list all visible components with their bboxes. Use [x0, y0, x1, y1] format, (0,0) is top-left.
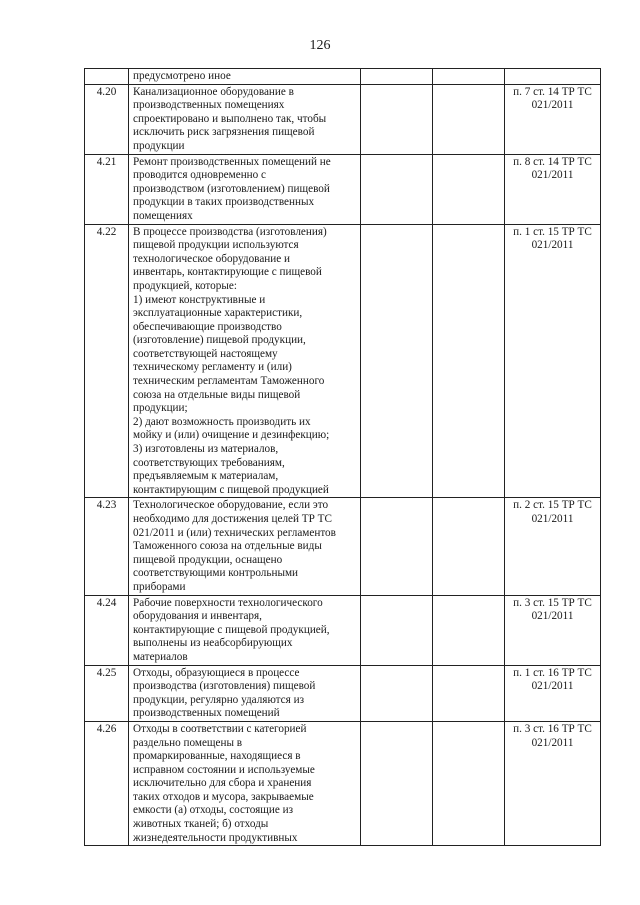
requirement-line: производственных помещений — [133, 707, 280, 720]
requirement-line: выполнены из неабсорбирующих — [133, 637, 293, 650]
requirement-line: предъявляемым к материалам, — [133, 470, 279, 483]
reference-line: п. 1 ст. 16 ТР ТС — [513, 666, 592, 679]
reference-line: 021/2011 — [531, 680, 574, 693]
requirement-line: 2) дают возможность производить их — [133, 415, 311, 428]
reference-line: 021/2011 — [531, 736, 574, 749]
reference-line: п. 2 ст. 15 ТР ТС — [513, 499, 592, 512]
requirement-line: Таможенного союза на отдельные виды — [133, 540, 322, 553]
requirement-text — [129, 224, 361, 498]
requirement-line: Отходы в соответствии с категорией — [133, 722, 307, 735]
answer-cell-yes — [361, 69, 433, 85]
reference-line: п. 1 ст. 15 ТР ТС — [513, 225, 592, 238]
table-row — [85, 665, 601, 721]
table-row — [85, 224, 601, 498]
requirement-line: контактирующим с пищевой продукцией — [133, 483, 329, 496]
requirement-line: производством (изготовлением) пищевой — [133, 182, 330, 195]
answer-cell-no — [433, 84, 505, 154]
reference-line: п. 3 ст. 15 ТР ТС — [513, 596, 592, 609]
answer-cell-yes — [361, 154, 433, 224]
requirement-line: Технологическое оборудование, если это — [133, 499, 329, 512]
answer-cell-yes — [361, 84, 433, 154]
reference-line: п. 8 ст. 14 ТР ТС — [513, 155, 592, 168]
answer-cell-yes — [361, 721, 433, 845]
requirement-line: В процессе производства (изготовления) — [133, 225, 327, 238]
requirement-line: соответствующими контрольными — [133, 567, 299, 580]
requirement-line: исключить риск загрязнения пищевой — [133, 126, 315, 139]
item-number: 4.25 — [85, 665, 129, 721]
requirement-text — [129, 595, 361, 665]
table-row — [85, 595, 601, 665]
requirement-text — [129, 721, 361, 845]
answer-cell-no — [433, 721, 505, 845]
answer-cell-yes — [361, 665, 433, 721]
requirement-line: продукции — [133, 139, 185, 152]
item-number — [85, 69, 129, 85]
requirements-table — [84, 68, 601, 846]
requirement-line: соответствующих требованиям, — [133, 456, 285, 469]
table-row — [85, 69, 601, 85]
requirement-line: союза на отдельные виды пищевой — [133, 388, 301, 401]
reference-line: п. 7 ст. 14 ТР ТС — [513, 85, 592, 98]
page-number: 126 — [309, 38, 331, 53]
requirement-line: 1) имеют конструктивные и — [133, 293, 266, 306]
requirement-line: технологическое оборудование и — [133, 252, 291, 265]
requirement-line: пищевой продукции используются — [133, 239, 299, 252]
requirement-line: помещениях — [133, 209, 193, 222]
legal-reference — [505, 721, 601, 845]
requirement-line: (изготовление) пищевой продукции, — [133, 334, 306, 347]
table-row — [85, 721, 601, 845]
answer-cell-no — [433, 69, 505, 85]
requirement-line: приборами — [133, 580, 186, 593]
item-number: 4.23 — [85, 498, 129, 595]
answer-cell-yes — [361, 595, 433, 665]
requirement-line: исключительно для сбора и хранения — [133, 777, 312, 790]
requirement-line: обеспечивающие производство — [133, 320, 282, 333]
requirement-text — [129, 154, 361, 224]
requirement-line: Отходы, образующиеся в процессе — [133, 666, 300, 679]
reference-line: п. 3 ст. 16 ТР ТС — [513, 722, 592, 735]
requirement-line: продукции, регулярно удаляются из — [133, 693, 305, 706]
requirement-line: таких отходов и мусора, закрываемые — [133, 790, 314, 803]
reference-line: 021/2011 — [531, 169, 574, 182]
requirement-line: жизнедеятельности продуктивных — [133, 831, 298, 844]
requirement-line: животных тканей; б) отходы — [133, 818, 269, 831]
item-number: 4.26 — [85, 721, 129, 845]
answer-cell-no — [433, 665, 505, 721]
requirement-line: продукции; — [133, 402, 188, 415]
reference-line: 021/2011 — [531, 239, 574, 252]
legal-reference — [505, 595, 601, 665]
requirement-line: продукцией, которые: — [133, 279, 237, 292]
table-row — [85, 154, 601, 224]
answer-cell-yes — [361, 224, 433, 498]
requirement-line: производства (изготовления) пищевой — [133, 680, 316, 693]
requirement-line: эксплуатационные характеристики, — [133, 307, 303, 320]
requirement-line: техническому регламенту и (или) — [133, 361, 292, 374]
legal-reference — [505, 84, 601, 154]
requirement-line: раздельно помещены в — [133, 736, 243, 749]
requirement-line: Рабочие поверхности технологического — [133, 596, 323, 609]
legal-reference — [505, 69, 601, 85]
reference-line: 021/2011 — [531, 513, 574, 525]
requirement-line: емкости (а) отходы, состоящие из — [133, 804, 294, 817]
requirement-line: спроектировано и выполнено так, чтобы — [133, 112, 327, 125]
legal-reference — [505, 224, 601, 498]
reference-line: 021/2011 — [531, 99, 574, 112]
legal-reference — [505, 665, 601, 721]
requirement-text — [129, 69, 361, 85]
requirement-line: мойку и (или) очищение и дезинфекцию; — [133, 429, 330, 442]
requirement-line: пищевой продукции, оснащено — [133, 553, 283, 566]
answer-cell-no — [433, 498, 505, 595]
reference-line: 021/2011 — [531, 610, 574, 623]
legal-reference — [505, 498, 601, 595]
requirement-text — [129, 665, 361, 721]
requirement-text — [129, 498, 361, 595]
requirement-line: материалов — [133, 650, 188, 663]
requirement-line: 3) изготовлены из материалов, — [133, 443, 279, 456]
requirement-line: исправном состоянии и используемые — [133, 763, 315, 776]
requirement-text — [129, 84, 361, 154]
answer-cell-no — [433, 154, 505, 224]
requirement-line: Канализационное оборудование в — [133, 85, 294, 98]
item-number: 4.21 — [85, 154, 129, 224]
table-row — [85, 498, 601, 595]
requirement-line: проводится одновременно с — [133, 169, 267, 182]
requirement-line: продукции в таких производственных — [133, 196, 315, 209]
item-number: 4.20 — [85, 84, 129, 154]
legal-reference — [505, 154, 601, 224]
item-number: 4.24 — [85, 595, 129, 665]
table-row — [85, 84, 601, 154]
requirement-line: необходимо для достижения целей ТР ТС — [133, 513, 332, 525]
answer-cell-no — [433, 224, 505, 498]
answer-cell-no — [433, 595, 505, 665]
requirement-line: производственных помещениях — [133, 99, 285, 112]
requirement-line: 021/2011 и (или) технических регламентов — [133, 526, 336, 539]
requirement-line: предусмотрено иное — [133, 70, 231, 82]
requirement-line: инвентарь, контактирующие с пищевой — [133, 266, 322, 279]
requirement-line: техническим регламентам Таможенного — [133, 375, 325, 388]
requirement-line: промаркированные, находящиеся в — [133, 750, 301, 763]
requirement-line: оборудования и инвентаря, — [133, 610, 262, 623]
requirement-line: соответствующей настоящему — [133, 347, 278, 360]
requirement-line: Ремонт производственных помещений не — [133, 155, 331, 168]
answer-cell-yes — [361, 498, 433, 595]
item-number: 4.22 — [85, 224, 129, 498]
requirement-line: контактирующие с пищевой продукцией, — [133, 623, 330, 636]
